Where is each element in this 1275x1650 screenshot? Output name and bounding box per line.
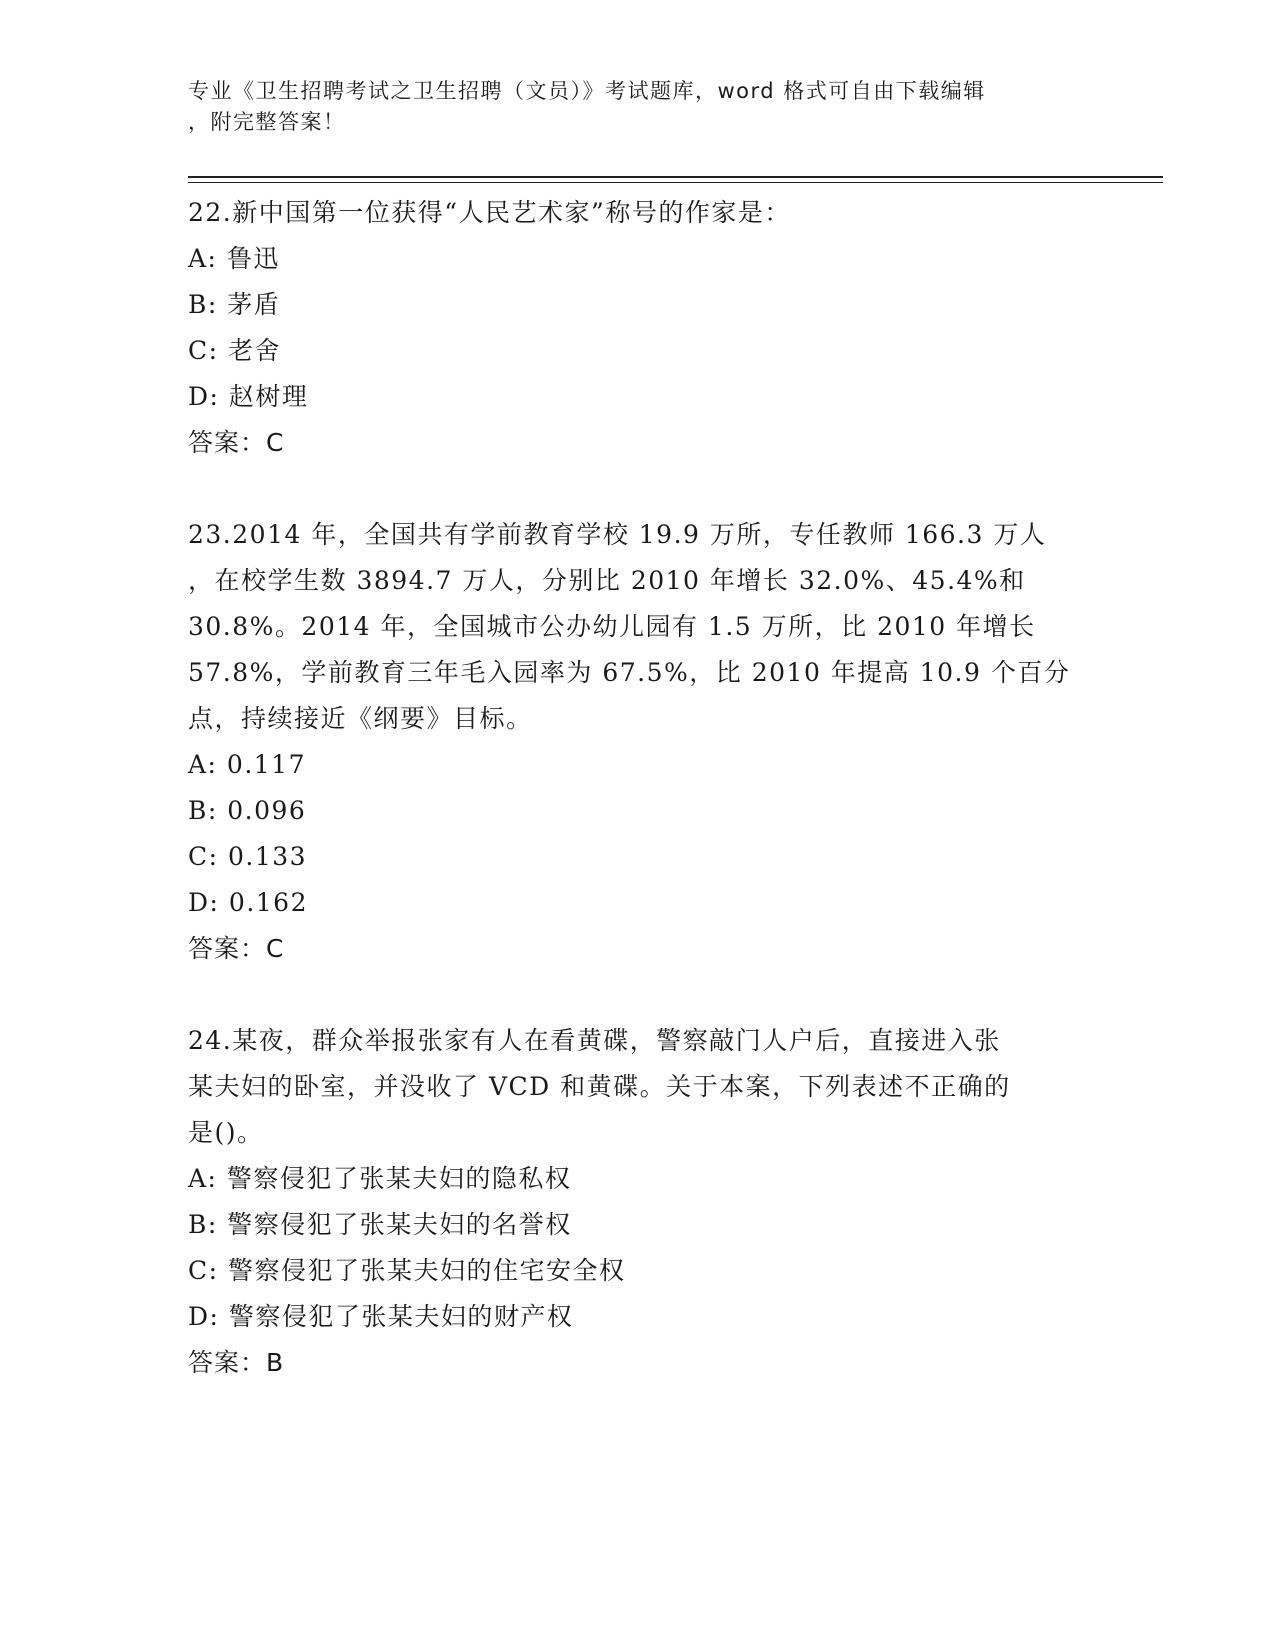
question-stem: 22.新中国第一位获得“人民艺术家”称号的作家是： — [188, 198, 791, 227]
question-stem-line-5: 点，持续接近《纲要》目标。 — [188, 704, 533, 733]
question-22 — [188, 190, 1088, 466]
header-divider-thick — [188, 176, 1163, 178]
question-stem-line-2: 某夫妇的卧室，并没收了 VCD 和黄碟。关于本案，下列表述不正确的 — [188, 1072, 1011, 1101]
option-a: A: 鲁迅 — [188, 244, 280, 273]
header-divider-thin — [188, 182, 1163, 183]
option-b: B: 0.096 — [188, 796, 307, 825]
option-b: B: 警察侵犯了张某夫妇的名誉权 — [188, 1210, 572, 1239]
option-d: D: 赵树理 — [188, 382, 309, 411]
option-c: C: 警察侵犯了张某夫妇的住宅安全权 — [188, 1256, 626, 1285]
option-a: A: 0.117 — [188, 750, 306, 779]
question-stem-line-4: 57.8%，学前教育三年毛入园率为 67.5%，比 2010 年提高 10.9 个百分 — [188, 658, 1071, 687]
answer: 答案：C — [188, 934, 285, 963]
question-23 — [188, 512, 1088, 972]
question-24 — [188, 1018, 1088, 1386]
answer: 答案：C — [188, 428, 285, 457]
option-d: D: 警察侵犯了张某夫妇的财产权 — [188, 1302, 574, 1331]
option-c: C: 老舍 — [188, 336, 281, 365]
document-header — [188, 76, 1088, 138]
question-stem-line-3: 是()。 — [188, 1118, 264, 1147]
header-line-1: 专业《卫生招聘考试之卫生招聘（文员）》考试题库，word 格式可自由下载编辑 — [188, 79, 986, 103]
question-stem-line-3: 30.8%。2014 年，全国城市公办幼儿园有 1.5 万所，比 2010 年增长 — [188, 612, 1036, 641]
header-line-2: ，附完整答案！ — [188, 110, 346, 134]
option-a: A: 警察侵犯了张某夫妇的隐私权 — [188, 1164, 572, 1193]
option-c: C: 0.133 — [188, 842, 308, 871]
answer: 答案：B — [188, 1348, 285, 1377]
question-stem-line-1: 23.2014 年，全国共有学前教育学校 19.9 万所，专任教师 166.3 万人 — [188, 520, 1047, 549]
question-stem-line-1: 24.某夜，群众举报张家有人在看黄碟，警察敲门人户后，直接进入张 — [188, 1026, 1001, 1055]
question-stem-line-2: ，在校学生数 3894.7 万人，分别比 2010 年增长 32.0%、45.4%和 — [188, 566, 1026, 595]
option-d: D: 0.162 — [188, 888, 308, 917]
option-b: B: 茅盾 — [188, 290, 281, 319]
